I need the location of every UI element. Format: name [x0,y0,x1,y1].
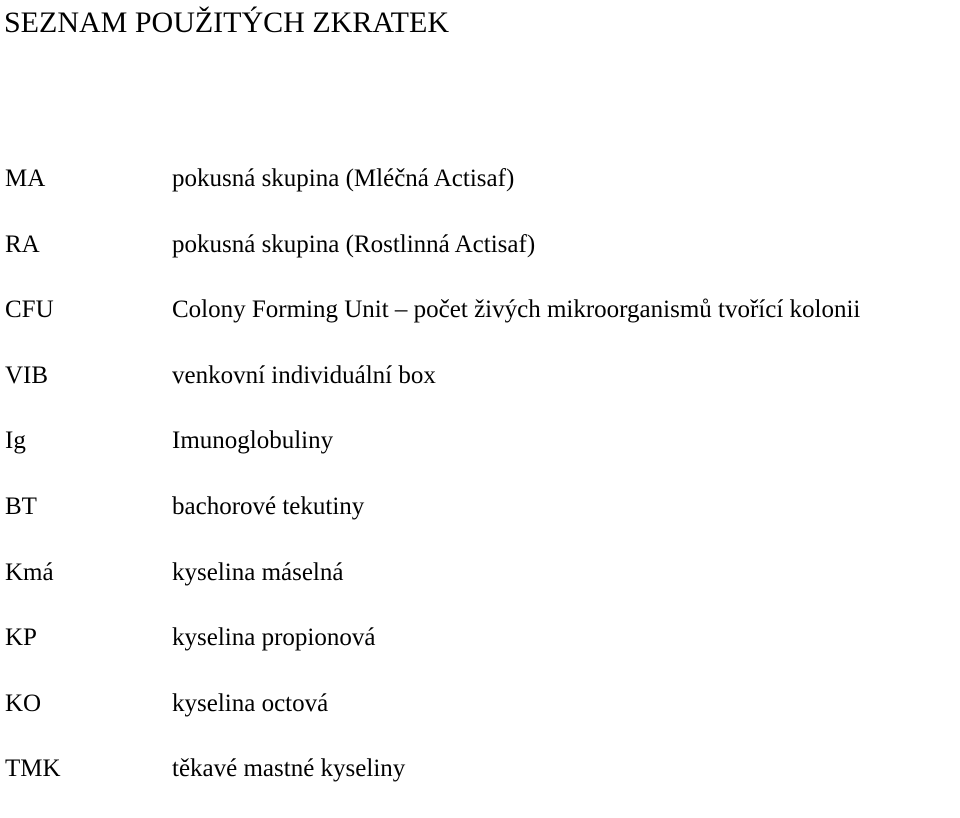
abbreviation-code: VIB [5,361,49,389]
abbreviation-meaning: kyselina octová [172,689,329,717]
page-title: SEZNAM POUŽITÝCH ZKRATEK [4,6,449,39]
abbreviation-code: BT [5,492,37,520]
abbreviation-row [0,490,960,556]
abbreviation-code: KP [5,624,37,652]
abbreviation-meaning: pokusná skupina (Rostlinná Actisaf) [172,230,536,258]
abbreviation-row [0,556,960,622]
abbreviation-row [0,752,960,818]
abbreviation-code: MA [5,165,46,192]
abbreviation-meaning: těkavé mastné kyseliny [172,755,406,783]
abbreviation-row [0,621,960,687]
abbreviation-meaning: pokusná skupina (Mléčná Actisaf) [172,165,515,192]
abbreviation-code: KO [5,689,42,717]
abbreviation-row [0,162,960,228]
abbreviation-list [0,162,960,818]
abbreviation-row [0,424,960,490]
abbreviation-row [0,687,960,753]
abbreviation-row [0,359,960,425]
abbreviation-meaning: venkovní individuální box [172,361,436,389]
abbreviation-meaning: Imunoglobuliny [172,427,334,455]
abbreviation-code: CFU [5,296,54,324]
abbreviation-code: Ig [5,427,26,455]
abbreviation-code: RA [5,230,40,258]
abbreviation-meaning: kyselina máselná [172,558,344,586]
abbreviation-code: TMK [5,755,61,783]
abbreviation-meaning: Colony Forming Unit – počet živých mikroorganismů tvořící kolonii [172,296,861,324]
abbreviation-meaning: bachorové tekutiny [172,492,365,520]
abbreviation-row [0,228,960,294]
abbreviation-row [0,293,960,359]
abbreviation-code: Kmá [5,558,54,586]
abbreviation-meaning: kyselina propionová [172,624,376,652]
